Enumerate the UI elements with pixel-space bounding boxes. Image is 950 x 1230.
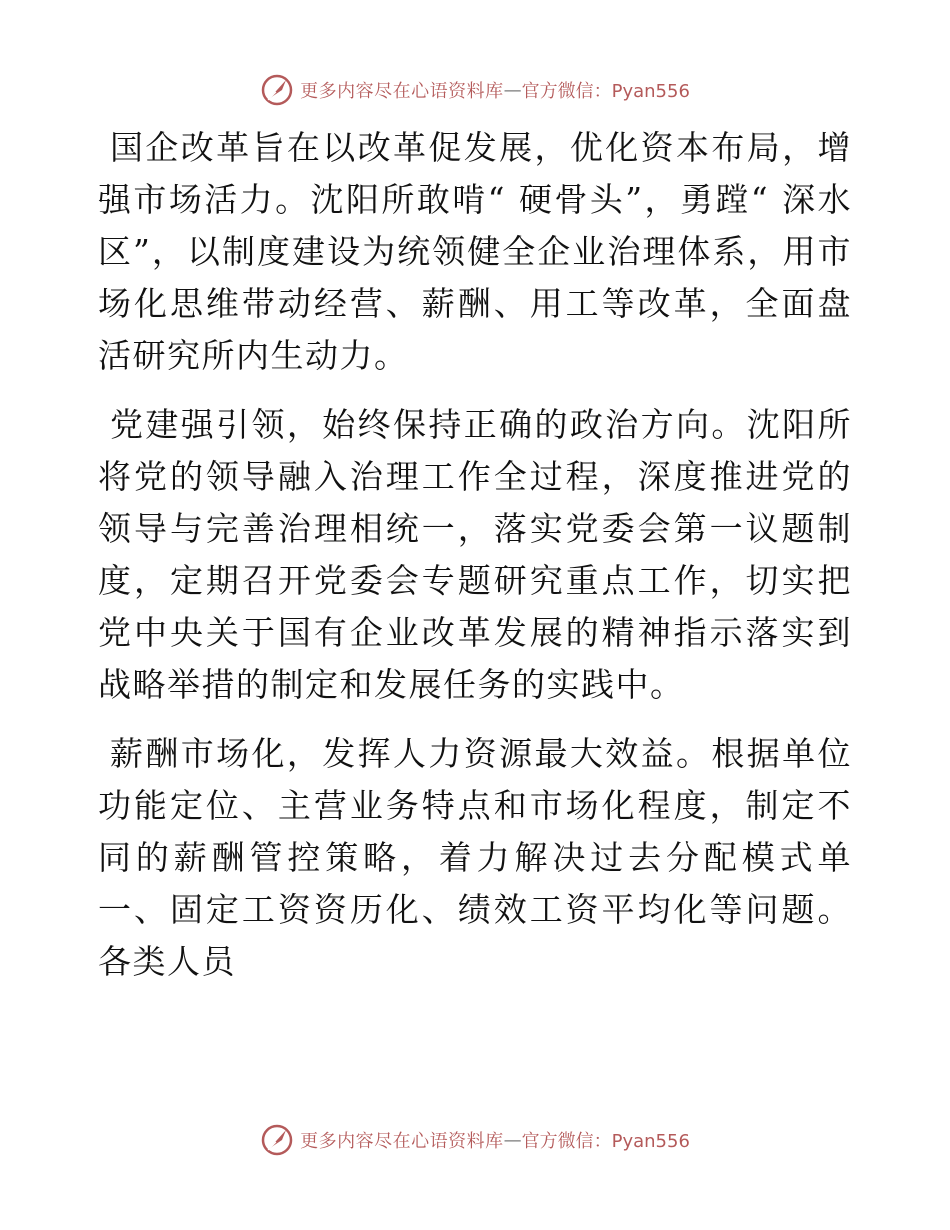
paragraph-reform: 国企改革旨在以改革促发展，优化资本布局，增强市场活力。沈阳所敢啃“ 硬骨头”，勇蹚“ 深水区”，以制度建设为统领健全企业治理体系，用市场化思维带动经营、薪酬、用工等改革，全面盘活研究所内生动力。 xyxy=(98,128,852,375)
watermark-separator: — xyxy=(503,1129,522,1151)
watermark-separator: — xyxy=(503,79,522,101)
document-body xyxy=(98,122,852,1005)
quill-pen-logo-icon xyxy=(260,73,294,107)
footer-watermark xyxy=(0,1120,950,1160)
header-watermark xyxy=(0,70,950,110)
quill-pen-logo-icon xyxy=(260,1123,294,1157)
watermark-brand-text: 更多内容尽在心语资料库 xyxy=(300,81,504,102)
paragraph-salary: 薪酬市场化，发挥人力资源最大效益。根据单位功能定位、主营业务特点和市场化程度，制定不同的薪酬管控策略，着力解决过去分配模式单一、固定工资资历化、绩效工资平均化等问题。各类人员 xyxy=(98,734,852,981)
watermark-contact: 官方微信：Pyan556 xyxy=(521,81,690,102)
watermark-brand-text: 更多内容尽在心语资料库 xyxy=(300,1131,504,1152)
watermark-contact: 官方微信：Pyan556 xyxy=(521,1131,690,1152)
paragraph-party-building: 党建强引领，始终保持正确的政治方向。沈阳所将党的领导融入治理工作全过程，深度推进党的领导与完善治理相统一，落实党委会第一议题制度，定期召开党委会专题研究重点工作，切实把党中央关于国有企业改革发展的精神指示落实到战略举措的制定和发展任务的实践中。 xyxy=(98,405,852,704)
